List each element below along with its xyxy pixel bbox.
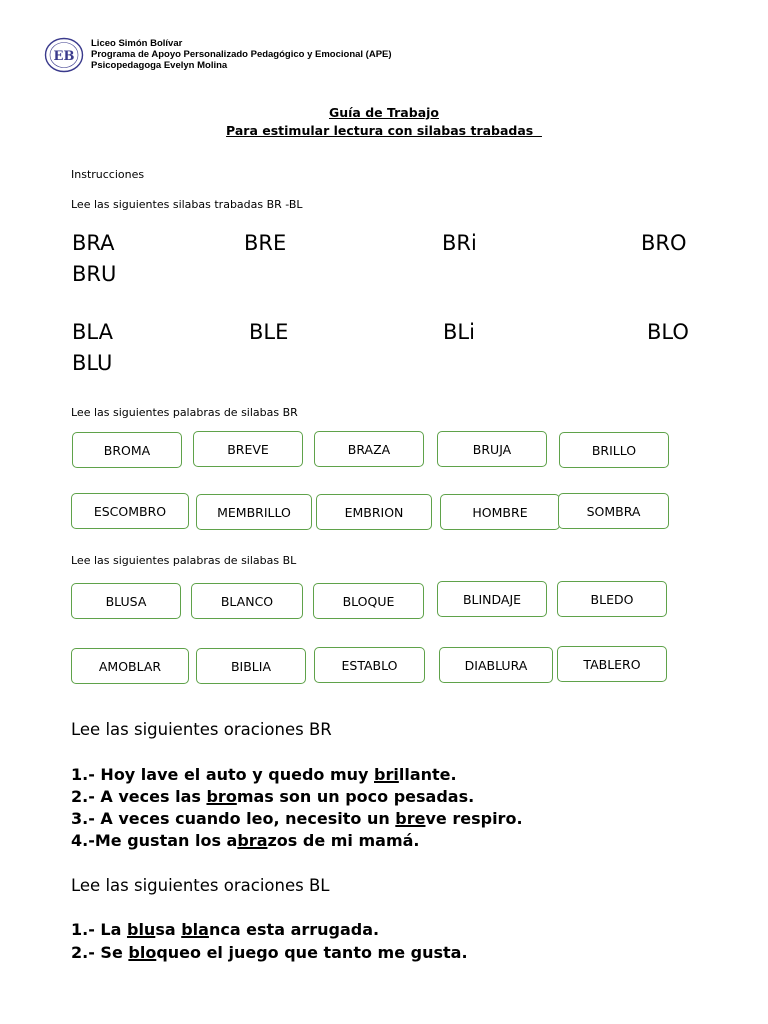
title-line-1: Guía de Trabajo xyxy=(328,105,440,120)
header-text xyxy=(91,38,392,71)
word: TABLERO xyxy=(583,656,641,672)
svg-text:EB: EB xyxy=(53,49,75,64)
sentence: 1.- Hoy lave el auto y quedo muy brillante. xyxy=(71,765,457,784)
word-box xyxy=(196,648,306,684)
word-box xyxy=(193,431,303,467)
syllable: BRE xyxy=(244,231,287,255)
word-box xyxy=(313,583,424,619)
word: BRILLO xyxy=(591,442,637,458)
word: EMBRION xyxy=(344,504,404,520)
word-box xyxy=(439,647,553,683)
word: MEMBRILLO xyxy=(217,504,291,520)
word-box xyxy=(191,583,303,619)
word-box xyxy=(437,431,547,467)
word-box xyxy=(314,431,424,467)
word: BIBLIA xyxy=(230,658,272,674)
word: DIABLURA xyxy=(464,657,528,673)
word: ESTABLO xyxy=(341,657,398,673)
word: AMOBLAR xyxy=(98,658,162,674)
syllable: BRO xyxy=(641,231,687,255)
word: BRUJA xyxy=(472,441,512,457)
syllables-prompt: Lee las siguientes silabas trabadas BR -BL xyxy=(71,198,303,211)
word-box xyxy=(559,432,669,468)
syllable: BLE xyxy=(249,320,289,344)
sentence: 2.- A veces las bromas son un poco pesadas. xyxy=(71,787,475,806)
syllable: BLO xyxy=(647,320,689,344)
word: ESCOMBRO xyxy=(93,503,167,519)
syllable: BRU xyxy=(72,262,117,286)
words-br-prompt: Lee las siguientes palabras de silabas BR xyxy=(71,406,298,419)
syllable: BLU xyxy=(72,351,113,375)
word-box xyxy=(557,581,667,617)
word-box xyxy=(71,493,189,529)
word: BROMA xyxy=(103,442,151,458)
sentence: 1.- La blusa blanca esta arrugada. xyxy=(71,920,380,939)
word: SOMBRA xyxy=(586,503,641,519)
word: BLINDAJE xyxy=(462,591,522,607)
sentence: 3.- A veces cuando leo, necesito un breve respiro. xyxy=(71,809,523,828)
word-box xyxy=(557,646,667,682)
word-box xyxy=(437,581,547,617)
sentences-br-heading: Lee las siguientes oraciones BR xyxy=(71,720,332,739)
word: BREVE xyxy=(227,441,269,457)
instructions-label: Instrucciones xyxy=(71,168,145,181)
program-name: Programa de Apoyo Personalizado Pedagógico y Emocional (APE) xyxy=(91,49,392,60)
word-box xyxy=(558,493,669,529)
word-box xyxy=(314,647,425,683)
school-logo xyxy=(44,37,84,73)
title-line-2: Para estimular lectura con silabas trabadas xyxy=(226,123,542,138)
word: BLUSA xyxy=(105,593,147,609)
word: HOMBRE xyxy=(472,504,528,520)
sentences-bl-heading: Lee las siguientes oraciones BL xyxy=(71,876,330,895)
words-bl-prompt: Lee las siguientes palabras de silabas BL xyxy=(71,554,297,567)
word-box xyxy=(440,494,560,530)
word-box xyxy=(72,432,182,468)
word: BLANCO xyxy=(220,593,274,609)
sentence: 2.- Se bloqueo el juego que tanto me gusta. xyxy=(71,943,468,962)
word: BRAZA xyxy=(347,441,391,457)
syllable: BRi xyxy=(442,231,477,255)
sentence: 4.-Me gustan los abrazos de mi mamá. xyxy=(71,831,420,850)
teacher-name: Psicopedagoga Evelyn Molina xyxy=(91,60,228,71)
syllable: BLi xyxy=(443,320,475,344)
word: BLOQUE xyxy=(342,593,395,609)
word-box xyxy=(71,648,189,684)
word-box xyxy=(196,494,312,530)
word-box xyxy=(316,494,432,530)
word: BLEDO xyxy=(590,591,634,607)
syllable: BLA xyxy=(72,320,113,344)
school-name: Liceo Simón Bolívar xyxy=(91,38,183,49)
syllable: BRA xyxy=(72,231,115,255)
word-box xyxy=(71,583,181,619)
